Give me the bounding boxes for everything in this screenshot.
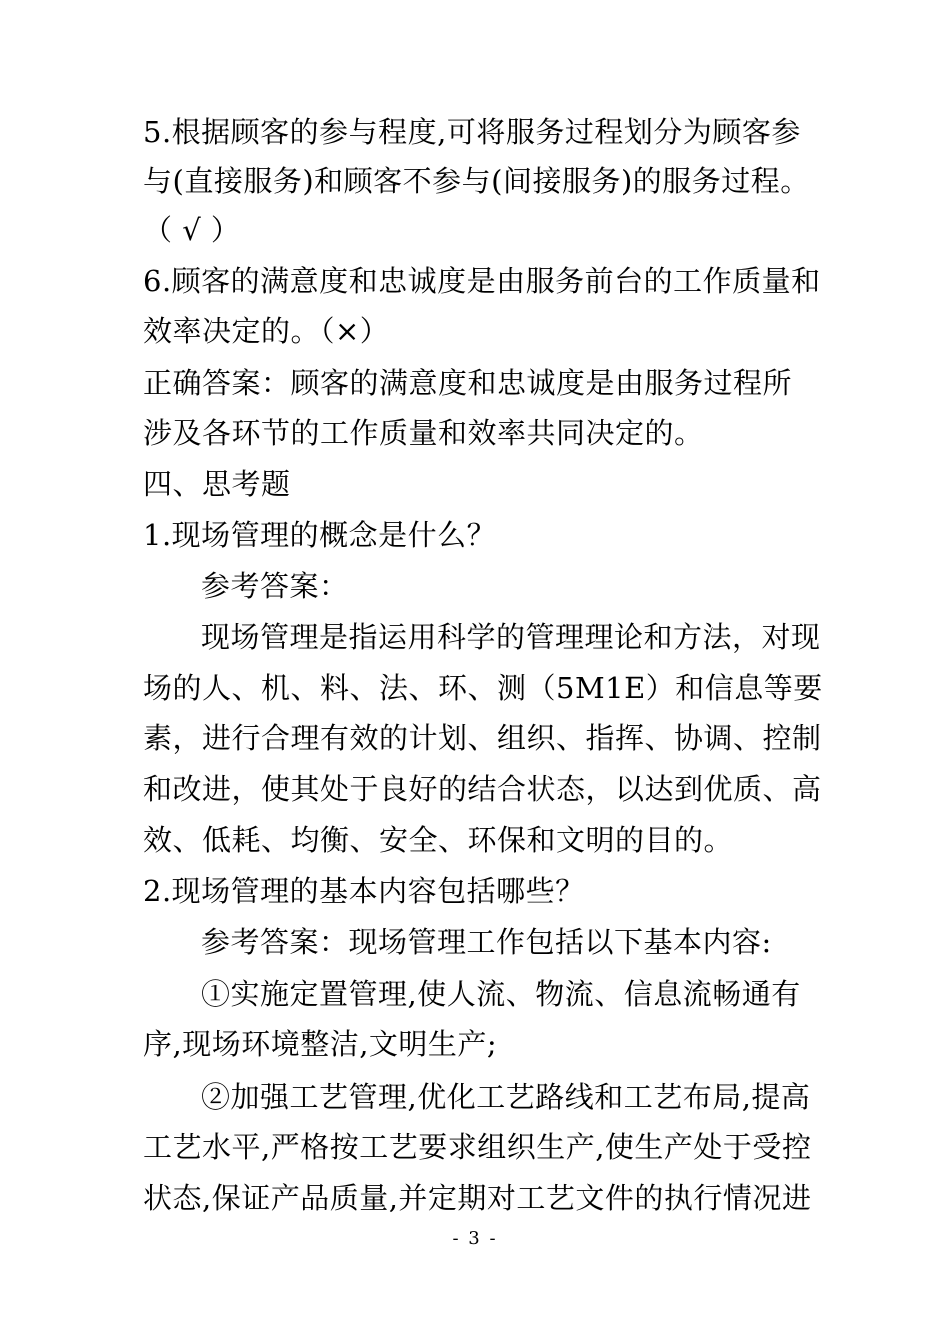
text-line: ①实施定置管理,使人流、物流、信息流畅通有 bbox=[201, 977, 801, 1011]
text-line: （ √ ） bbox=[143, 213, 241, 247]
text-line: 5.根据顾客的参与程度,可将服务过程划分为顾客参 bbox=[143, 115, 801, 149]
text-line: 场的人、机、料、法、环、测（5M1E）和信息等要 bbox=[143, 671, 823, 705]
text-line: 6.顾客的满意度和忠诚度是由服务前台的工作质量和 bbox=[143, 264, 821, 298]
question-title: 1.现场管理的概念是什么？ bbox=[143, 518, 497, 552]
text-line: 状态,保证产品质量,并定期对工艺文件的执行情况进 bbox=[143, 1181, 812, 1215]
text-line: 涉及各环节的工作质量和效率共同决定的。 bbox=[143, 416, 704, 450]
text-line: ②加强工艺管理,优化工艺路线和工艺布局,提高 bbox=[201, 1080, 811, 1114]
text-line: 效、低耗、均衡、安全、环保和文明的目的。 bbox=[143, 823, 734, 857]
section-heading: 四、思考题 bbox=[143, 467, 291, 501]
text-line: 效率决定的。（×） bbox=[143, 314, 390, 348]
answer-label: 参考答案： bbox=[201, 569, 349, 603]
text-line: 与(直接服务)和顾客不参与(间接服务)的服务过程。 bbox=[143, 164, 810, 198]
answer-label: 参考答案：现场管理工作包括以下基本内容: bbox=[201, 925, 772, 959]
page-number: - 3 - bbox=[452, 1228, 498, 1249]
question-title: 2.现场管理的基本内容包括哪些？ bbox=[143, 874, 585, 908]
text-line: 和改进，使其处于良好的结合状态，以达到优质、高 bbox=[143, 772, 822, 806]
text-line: 正确答案：顾客的满意度和忠诚度是由服务过程所 bbox=[143, 366, 793, 400]
text-line: 工艺水平,严格按工艺要求组织生产,使生产处于受控 bbox=[143, 1130, 812, 1164]
text-line: 序,现场环境整洁,文明生产; bbox=[143, 1027, 498, 1061]
text-line: 素，进行合理有效的计划、组织、指挥、协调、控制 bbox=[143, 721, 822, 755]
text-line: 现场管理是指运用科学的管理理论和方法，对现 bbox=[201, 620, 821, 654]
